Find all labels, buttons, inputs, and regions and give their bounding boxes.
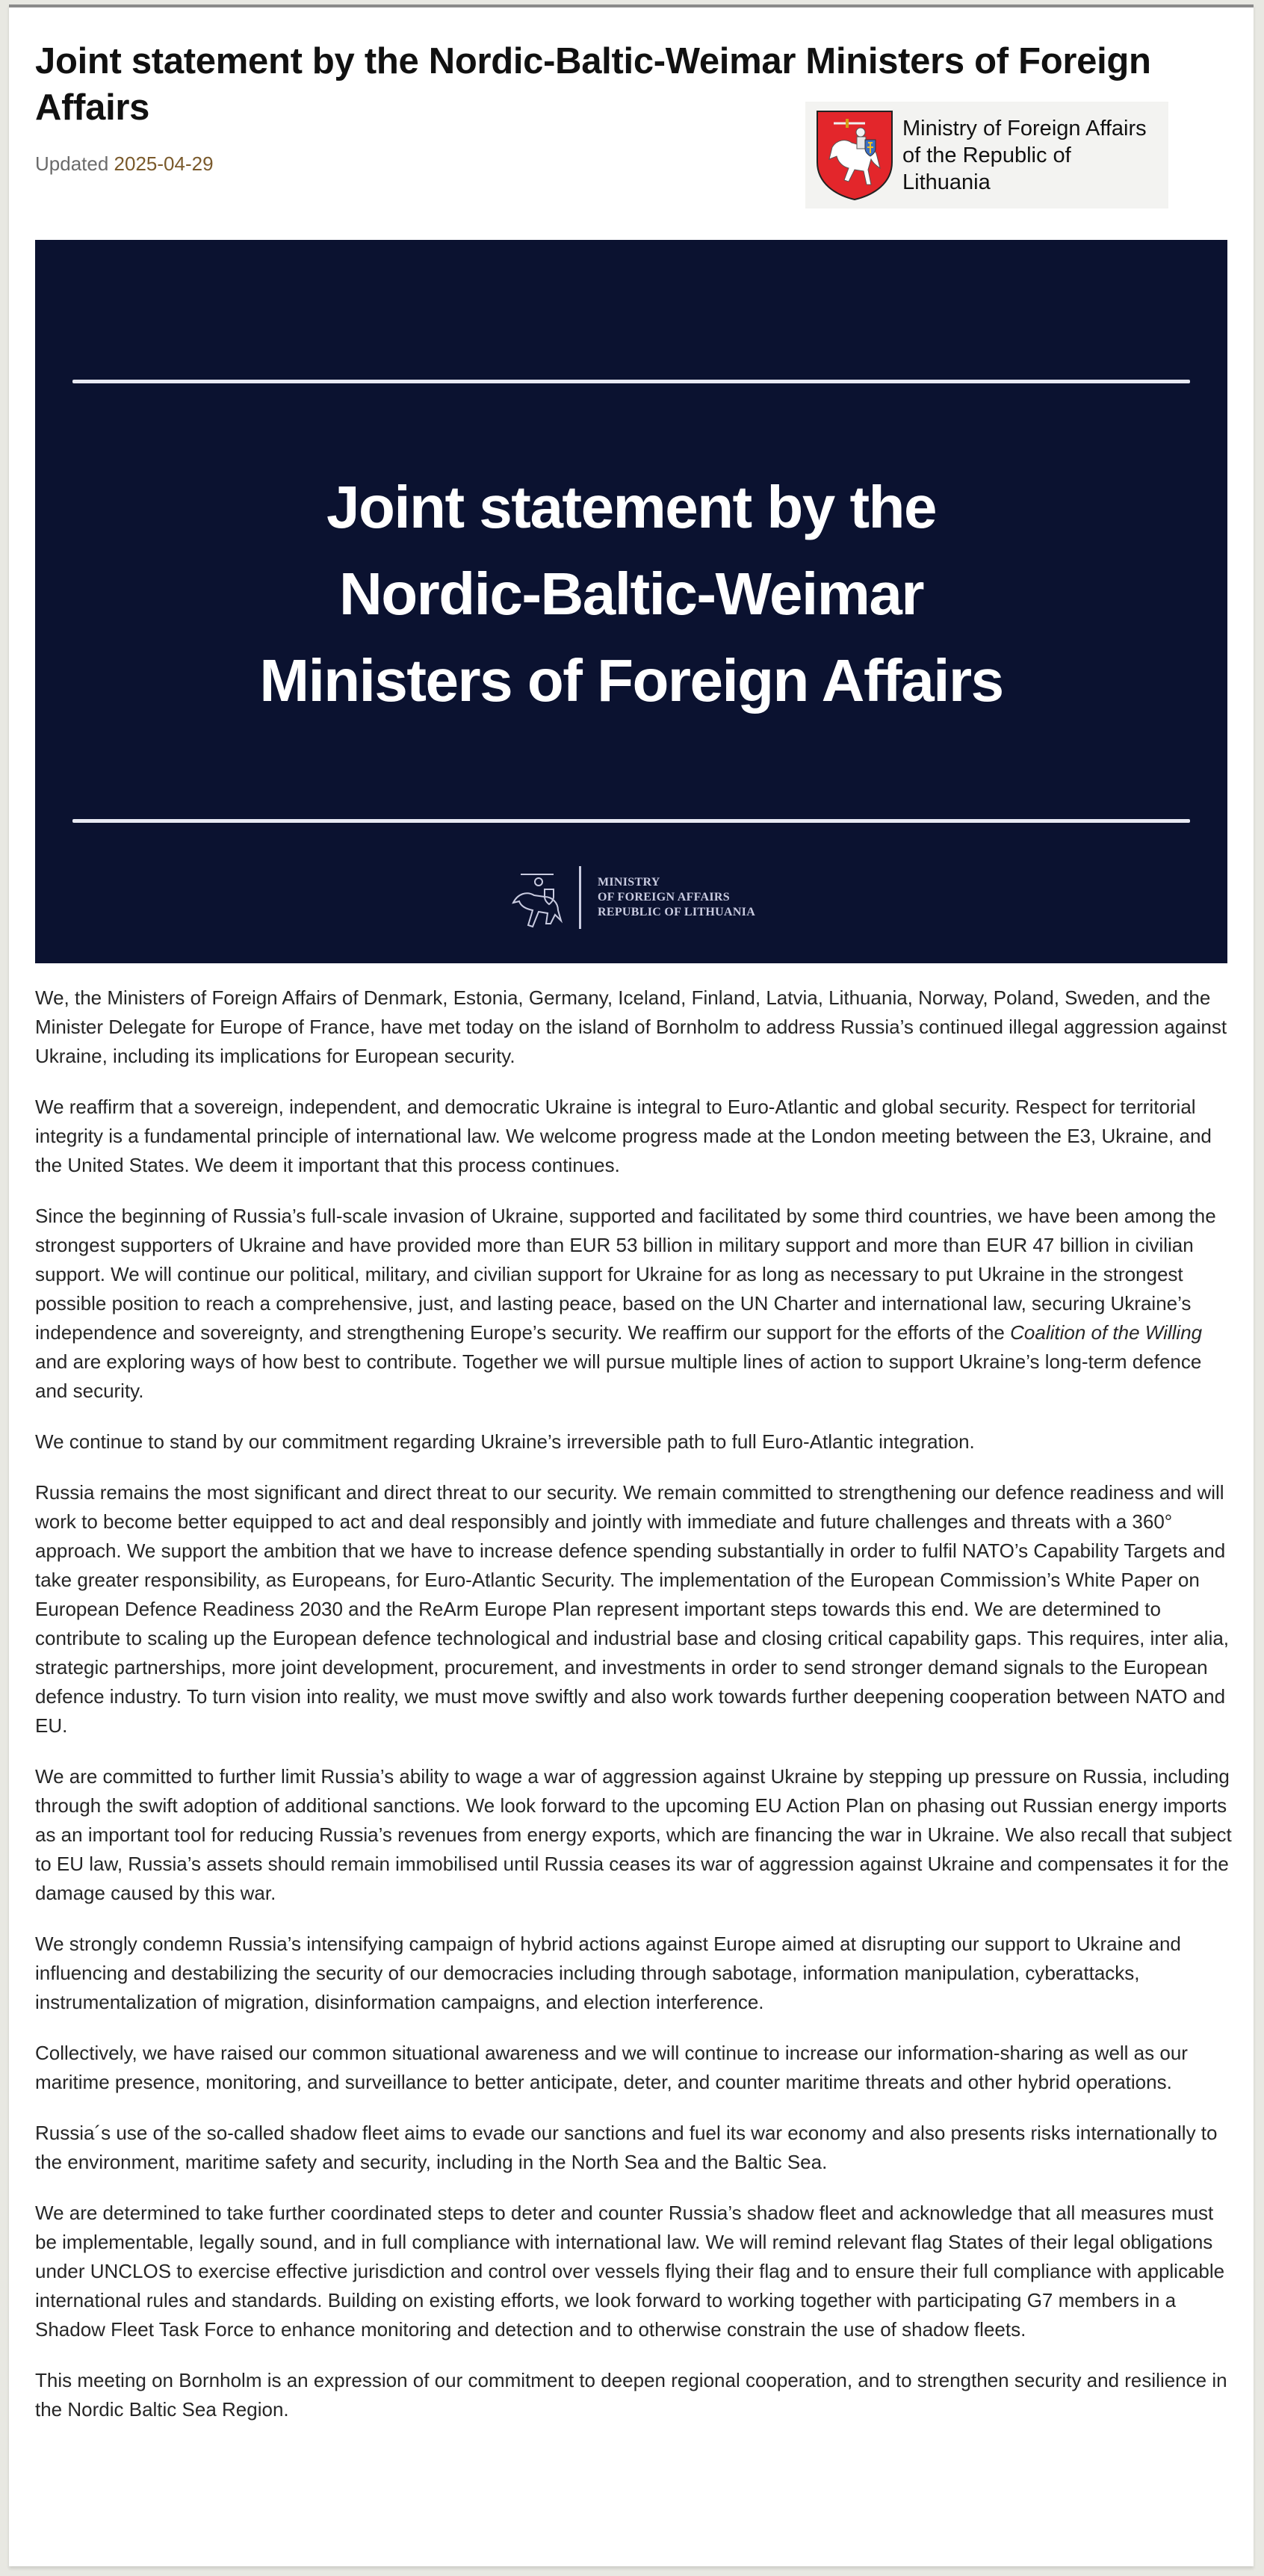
logo-text-line: Lithuania — [902, 170, 991, 194]
ministry-logo[interactable] — [805, 102, 1168, 209]
lithuania-coat-of-arms-icon — [816, 110, 893, 201]
coalition-of-the-willing-emphasis: Coalition of the Willing — [1010, 1321, 1203, 1344]
paragraph: Collectively, we have raised our common situational awareness and we will continue to increase our information-sharing as well as our maritime presence, monitoring, and surveillance to better anticipate, deter, and counter maritime threats and other hybrid operations. — [35, 2042, 1188, 2093]
updated-line — [35, 152, 214, 176]
banner-logo-line: OF FOREIGN AFFAIRS — [598, 891, 730, 904]
banner-logo-line: REPUBLIC OF LITHUANIA — [598, 906, 756, 918]
banner-title-line: Nordic-Baltic-Weimar — [338, 560, 924, 627]
vytis-knight-icon — [506, 864, 566, 931]
paragraph-text: and are exploring ways of how best to contribute. Together we will pursue multiple lines of action to support Ukraine’s long-term defence and security. — [35, 1350, 1202, 1402]
banner-title-line: Ministers of Foreign Affairs — [259, 647, 1003, 714]
updated-label: Updated — [35, 152, 109, 175]
paragraph-text: Since the beginning of Russia’s full-scale invasion of Ukraine, supported and facilitated by some third countries, we have been among the strongest supporters of Ukraine and have provided more than EUR 53 billion in military support and more than EUR 47 billion in civilian support. We will continue our political, military, and civilian support for Ukraine for as long as necessary to put Ukraine in the strongest possible position to reach a comprehensive, just, and lasting peace, based on the UN Charter and international law, securing Ukraine’s independence and sovereignty, and strengthening Europe’s security. We reaffirm our support for the efforts of the — [35, 1205, 1216, 1344]
paragraph — [35, 1202, 1235, 1406]
banner-ministry-logo — [506, 860, 755, 935]
paragraph: This meeting on Bornholm is an expression of our commitment to deepen regional cooperation, and to strengthen security and resilience in the Nordic Baltic Sea Region. — [35, 2369, 1227, 2421]
banner-logo-line: MINISTRY — [598, 876, 660, 889]
paragraph: We, the Ministers of Foreign Affairs of Denmark, Estonia, Germany, Iceland, Finland, Latvia, Lithuania, Norway, Poland, Sweden, and the Minister Delegate for Europe of France, have met today on the island of Bornholm to address Russia’s continued illegal aggression against Ukraine, including its implications for European security. — [35, 986, 1227, 1067]
paragraph: We continue to stand by our commitment regarding Ukraine’s irreversible path to full Euro-Atlantic integration. — [35, 1430, 975, 1453]
article-body — [35, 983, 1235, 2446]
paragraph: Russia remains the most significant and direct threat to our security. We remain committed to strengthening our defence readiness and will work to become better equipped to act and deal responsibly and jointly with immediate and future challenges and threats with a 360° approach. We support the ambition that we have to increase defence spending substantially in order to fulfil NATO’s Capability Targets and take greater responsibility, as Europeans, for Euro-Atlantic Security. The implementation of the European Commission’s White Paper on European Defence Readiness 2030 and the ReArm Europe Plan represent important steps towards this end. We are determined to contribute to scaling up the European defence technological and industrial base and closing critical capability gaps. This requires, inter alia, strategic partnerships, more joint development, procurement, and investments in order to send stronger demand signals to the European defence industry. To turn vision into reality, we must move swiftly and also work towards further deepening cooperation between NATO and EU. — [35, 1481, 1230, 1737]
article-card — [9, 4, 1254, 2566]
paragraph: Russia´s use of the so-called shadow fleet aims to evade our sanctions and fuel its war economy and also presents risks internationally to the environment, maritime safety and security, including in the North Sea and the Baltic Sea. — [35, 2122, 1218, 2173]
banner-logo-text — [598, 875, 755, 920]
banner-bottom-rule — [72, 819, 1190, 823]
banner-logo-divider — [579, 866, 581, 929]
paragraph: We are determined to take further coordinated steps to deter and counter Russia’s shadow fleet and acknowledge that all measures must be implementable, legally sound, and in full compliance with international law. We will remind relevant flag States of their legal obligations under UNCLOS to exercise effective jurisdiction and control over vessels flying their flag and to ensure their full compliance with applicable international rules and standards. Building on existing efforts, we look forward to working together with participating G7 members in a Shadow Fleet Task Force to enhance monitoring and detection and to otherwise constrain the use of shadow fleets. — [35, 2202, 1225, 2341]
top-divider — [9, 4, 1254, 7]
ministry-logo-text — [902, 115, 1147, 196]
article-banner-image — [35, 240, 1227, 963]
paragraph: We strongly condemn Russia’s intensifying campaign of hybrid actions against Europe aimed at disrupting our support to Ukraine and influencing and destabilizing the security of our democracies including through sabotage, information manipulation, cyberattacks, instrumentalization of migration, disinformation campaigns, and election interference. — [35, 1933, 1181, 2013]
banner-title-line: Joint statement by the — [326, 474, 937, 540]
updated-date: 2025-04-29 — [114, 152, 214, 175]
logo-text-line: of the Republic of — [902, 143, 1071, 167]
paragraph: We reaffirm that a sovereign, independent, and democratic Ukraine is integral to Euro-Atlantic and global security. Respect for territorial integrity is a fundamental principle of international law. We welcome progress made at the London meeting between the E3, Ukraine, and the United States. We deem it important that this process continues. — [35, 1096, 1212, 1176]
page-title: Joint statement by the Nordic-Baltic-Weimar Ministers of Foreign Affairs — [35, 41, 1151, 128]
logo-text-line: Ministry of Foreign Affairs — [902, 116, 1147, 140]
paragraph: We are committed to further limit Russia’s ability to wage a war of aggression against Ukraine by stepping up pressure on Russia, including through the swift adoption of additional sanctions. We look forward to the upcoming EU Action Plan on phasing out Russian energy imports as an important tool for reducing Russia’s revenues from energy exports, which are financing the war in Ukraine. We also recall that subject to EU law, Russia’s assets should remain immobilised until Russia ceases its war of aggression against Ukraine and compensates it for the damage caused by this war. — [35, 1765, 1232, 1904]
banner-title — [35, 464, 1227, 724]
banner-top-rule — [72, 380, 1190, 383]
